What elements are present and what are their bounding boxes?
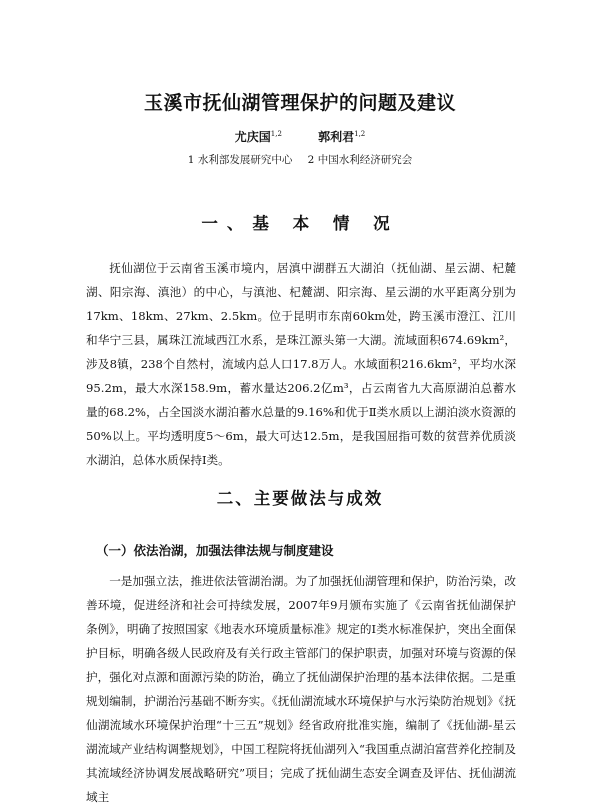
- paper-title: 玉溪市抚仙湖管理保护的问题及建议: [143, 92, 456, 114]
- author-list: [0, 128, 600, 145]
- author-1: [235, 128, 282, 145]
- author-1-affil: 1,2: [270, 130, 282, 138]
- author-2-name: 郭利君: [318, 130, 355, 144]
- section-2-paragraph: 一是加强立法，推进依法管湖治湖。为了加强抚仙湖管理和保护，防治污染，改善环境，促进经济和社会可持续发展，2007年9月颁布实施了《云南省抚仙湖保护条例》，明确了按照国家《地表水环境质量标准》规定的Ⅰ类水标准保护，突出全面保护目标，明确各级人民政府及有关行政主管部门的保护职责，加强对环境与资源的保护，强化对点源和面源污染的防治，确立了抚仙湖保护治理的基本法律依据。二是重规划编制，护湖治污基础不断夯实。《抚仙湖流域水环境保护与水污染防治规划》《抚仙湖流域水环境保护治理“十三五”规划》经省政府批准实施，编制了《抚仙湖-星云湖流域产业结构调整规划》，中国工程院将抚仙湖列入“我国重点湖泊富营养化控制及其流域经济协调发展战略研究”项目；完成了抚仙湖生态安全调查及评估、抚仙湖流域主: [86, 574, 516, 804]
- author-1-name: 尤庆国: [234, 130, 271, 144]
- section-2-heading: 二、主要做法与成效: [216, 489, 384, 508]
- affiliation-2: 2 中国水利经济研究会: [307, 154, 413, 166]
- section-1-paragraph: 抚仙湖位于云南省玉溪市境内，居滇中湖群五大湖泊（抚仙湖、星云湖、杞麓湖、阳宗海、滇池）的中心，与滇池、杞麓湖、阳宗海、星云湖的水平距离分别为17km、18km、27km、2.5km。位于昆明市东南60km处，跨玉溪市澄江、江川和华宁三县，属珠江流域西江水系，是珠江源头第一大湖。流域面积674.69km²，涉及8镇，238个自然村，流域内总人口17.8万人。水域面积216.6km²，平均水深95.2m，最大水深158.9m，蓄水量达206.2亿m³，占云南省九大高原湖泊总蓄水量的68.2%，占全国淡水湖泊蓄水总量的9.16%和优于Ⅱ类水质以上湖泊淡水资源的50%以上。平均透明度5～6m，最大可达12.5m，是我国屈指可数的贫营养优质淡水湖泊，总体水质保持Ⅰ类。: [86, 261, 516, 467]
- author-2-affil: 1,2: [354, 130, 366, 138]
- section-1-heading: 一、基 本 情 况: [201, 214, 399, 233]
- affiliation-1: 1 水利部发展研究中心: [187, 154, 293, 166]
- author-2: [318, 128, 365, 145]
- section-2-subheading: （一）依法治湖，加强法律法规与制度建设: [96, 543, 334, 558]
- affiliations: [0, 152, 600, 167]
